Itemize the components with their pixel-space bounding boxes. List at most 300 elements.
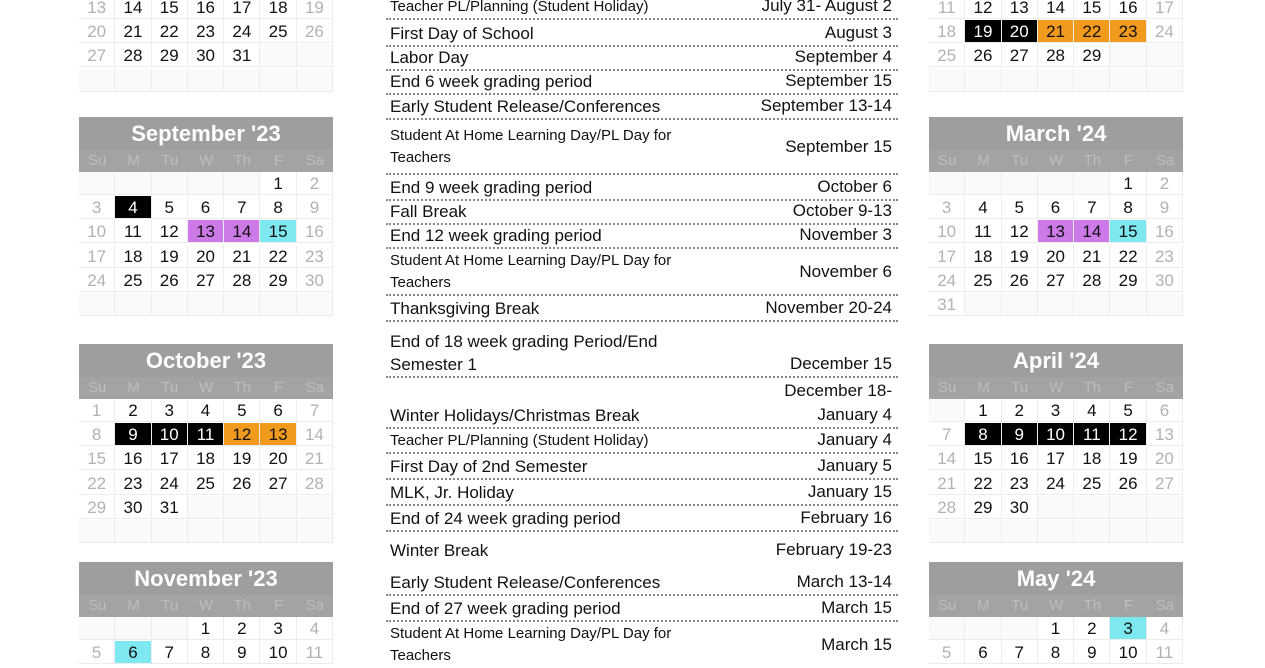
day-cell: 5 <box>152 196 188 219</box>
day-cell: 1 <box>1038 617 1074 640</box>
calendar-august-2023 <box>79 0 333 93</box>
event-date: February 19-23 <box>775 540 892 559</box>
day-grid <box>929 399 1183 544</box>
day-cell: 17 <box>1147 0 1183 19</box>
weekday-label: Th <box>1074 595 1110 617</box>
day-cell: 10 <box>1110 641 1146 664</box>
day-cell: 23 <box>188 20 224 43</box>
day-cell: 18 <box>929 20 965 43</box>
empty-day-cell <box>1074 172 1110 195</box>
day-cell: 12 <box>965 0 1001 19</box>
event-date: March 15 <box>821 635 892 654</box>
empty-day-cell <box>1147 44 1183 67</box>
day-cell: 20 <box>1002 20 1038 43</box>
day-cell: 5 <box>224 399 260 422</box>
day-cell: 2 <box>297 172 333 195</box>
empty-day-cell <box>1074 496 1110 519</box>
day-cell: 15 <box>260 220 296 243</box>
weekday-label: F <box>260 377 296 399</box>
day-cell: 11 <box>1074 423 1110 446</box>
day-cell: 27 <box>1002 44 1038 67</box>
calendar-title: March '24 <box>929 117 1183 150</box>
event-row <box>386 596 898 622</box>
day-cell: 30 <box>297 269 333 292</box>
day-cell: 21 <box>1074 245 1110 268</box>
empty-day-cell <box>260 69 296 92</box>
event-row <box>386 249 898 296</box>
day-cell: 25 <box>929 44 965 67</box>
weekday-header <box>79 150 333 172</box>
day-cell: 7 <box>297 399 333 422</box>
day-cell: 13 <box>1038 220 1074 243</box>
empty-day-cell <box>1002 69 1038 92</box>
day-cell: 28 <box>115 44 151 67</box>
day-cell: 17 <box>152 447 188 470</box>
calendar-may-2024 <box>929 562 1183 665</box>
day-cell: 20 <box>188 245 224 268</box>
day-cell: 6 <box>260 399 296 422</box>
empty-day-cell <box>79 69 115 92</box>
day-cell: 6 <box>188 196 224 219</box>
day-cell: 16 <box>297 220 333 243</box>
day-cell: 23 <box>1002 472 1038 495</box>
day-cell: 28 <box>1038 44 1074 67</box>
day-cell: 20 <box>1147 447 1183 470</box>
day-grid <box>929 0 1183 93</box>
event-date: November 20-24 <box>765 298 892 317</box>
event-row <box>386 454 898 480</box>
day-cell: 13 <box>260 423 296 446</box>
day-cell: 30 <box>1147 269 1183 292</box>
calendar-april-2024 <box>929 344 1183 544</box>
day-cell: 4 <box>1147 617 1183 640</box>
day-cell: 8 <box>1038 641 1074 664</box>
day-cell: 15 <box>1074 0 1110 19</box>
day-cell: 19 <box>297 0 333 19</box>
weekday-label: F <box>1110 595 1146 617</box>
day-grid <box>79 617 333 665</box>
empty-day-cell <box>1147 69 1183 92</box>
event-date: November 6 <box>799 261 892 281</box>
day-cell: 3 <box>1110 617 1146 640</box>
day-cell: 22 <box>79 472 115 495</box>
weekday-label: Th <box>1074 150 1110 172</box>
day-cell: 2 <box>224 617 260 640</box>
day-cell: 18 <box>115 245 151 268</box>
day-cell: 1 <box>965 399 1001 422</box>
day-cell: 8 <box>188 641 224 664</box>
day-cell: 12 <box>224 423 260 446</box>
event-date: March 15 <box>821 598 892 617</box>
day-grid <box>929 617 1183 665</box>
weekday-label: F <box>260 595 296 617</box>
empty-day-cell <box>1038 172 1074 195</box>
day-cell: 17 <box>79 245 115 268</box>
empty-day-cell <box>1074 293 1110 316</box>
day-cell: 30 <box>1002 496 1038 519</box>
event-date: January 15 <box>807 482 892 501</box>
event-name: End 12 week grading period <box>390 226 602 245</box>
weekday-label: Su <box>79 377 115 399</box>
day-cell: 9 <box>297 196 333 219</box>
event-date: February 16 <box>800 508 892 527</box>
event-row <box>386 201 898 225</box>
day-cell: 10 <box>929 220 965 243</box>
event-name: MLK, Jr. Holiday <box>390 483 514 502</box>
day-cell: 4 <box>1074 399 1110 422</box>
day-cell: 18 <box>260 0 296 19</box>
day-cell: 23 <box>115 472 151 495</box>
day-cell: 2 <box>115 399 151 422</box>
day-cell: 16 <box>1110 0 1146 19</box>
day-cell: 28 <box>929 496 965 519</box>
day-cell: 3 <box>929 196 965 219</box>
empty-day-cell <box>297 44 333 67</box>
empty-day-cell <box>79 172 115 195</box>
event-date: January 5 <box>817 456 892 475</box>
day-cell: 16 <box>115 447 151 470</box>
calendar-title: September '23 <box>79 117 333 150</box>
day-cell: 28 <box>297 472 333 495</box>
event-name: Student At Home Learning Day/PL Day for Teachers <box>390 251 672 291</box>
empty-day-cell <box>1147 496 1183 519</box>
empty-day-cell <box>188 293 224 316</box>
day-cell: 26 <box>152 269 188 292</box>
calendar-title: November '23 <box>79 562 333 595</box>
empty-day-cell <box>965 69 1001 92</box>
day-cell: 14 <box>224 220 260 243</box>
day-cell: 9 <box>1074 641 1110 664</box>
weekday-label: Sa <box>1147 377 1183 399</box>
weekday-label: W <box>1038 150 1074 172</box>
empty-day-cell <box>115 520 151 543</box>
day-cell: 11 <box>297 641 333 664</box>
event-name: End of 27 week grading period <box>390 599 621 618</box>
day-cell: 13 <box>188 220 224 243</box>
event-date: September 4 <box>794 47 892 66</box>
day-cell: 25 <box>1074 472 1110 495</box>
empty-day-cell <box>1110 520 1146 543</box>
empty-day-cell <box>1002 293 1038 316</box>
day-cell: 29 <box>1110 269 1146 292</box>
empty-day-cell <box>115 293 151 316</box>
day-cell: 31 <box>224 44 260 67</box>
day-cell: 13 <box>1147 423 1183 446</box>
empty-day-cell <box>1002 617 1038 640</box>
event-name: Fall Break <box>390 202 467 221</box>
day-cell: 22 <box>965 472 1001 495</box>
day-cell: 21 <box>297 447 333 470</box>
empty-day-cell <box>297 69 333 92</box>
day-cell: 3 <box>79 196 115 219</box>
event-row <box>386 95 898 120</box>
day-cell: 10 <box>79 220 115 243</box>
weekday-label: Sa <box>1147 150 1183 172</box>
weekday-label: M <box>965 150 1001 172</box>
day-cell: 31 <box>929 293 965 316</box>
day-cell: 20 <box>1038 245 1074 268</box>
event-row <box>386 71 898 95</box>
empty-day-cell <box>929 69 965 92</box>
day-cell: 20 <box>260 447 296 470</box>
weekday-label: F <box>260 150 296 172</box>
empty-day-cell <box>260 44 296 67</box>
empty-day-cell <box>1147 520 1183 543</box>
day-cell: 15 <box>152 0 188 19</box>
empty-day-cell <box>929 520 965 543</box>
day-cell: 21 <box>224 245 260 268</box>
day-cell: 9 <box>1002 423 1038 446</box>
weekday-label: F <box>1110 150 1146 172</box>
weekday-label: M <box>115 377 151 399</box>
day-cell: 14 <box>929 447 965 470</box>
weekday-label: W <box>188 150 224 172</box>
event-row <box>386 22 898 47</box>
day-cell: 30 <box>188 44 224 67</box>
event-date: January 4 <box>817 430 892 449</box>
event-row <box>386 47 898 71</box>
day-cell: 18 <box>188 447 224 470</box>
day-cell: 30 <box>115 496 151 519</box>
calendar-title: May '24 <box>929 562 1183 595</box>
empty-day-cell <box>1110 44 1146 67</box>
empty-day-cell <box>115 172 151 195</box>
empty-day-cell <box>260 293 296 316</box>
empty-day-cell <box>152 520 188 543</box>
event-row <box>386 480 898 506</box>
calendar-title: October '23 <box>79 344 333 377</box>
day-cell: 4 <box>965 196 1001 219</box>
day-cell: 25 <box>965 269 1001 292</box>
day-cell: 1 <box>260 172 296 195</box>
weekday-label: Th <box>1074 377 1110 399</box>
empty-day-cell <box>79 617 115 640</box>
calendar-october-2023 <box>79 344 333 544</box>
weekday-header <box>929 150 1183 172</box>
weekday-label: Th <box>224 595 260 617</box>
event-date: October 6 <box>817 177 892 196</box>
empty-day-cell <box>1038 496 1074 519</box>
day-cell: 24 <box>929 269 965 292</box>
day-cell: 2 <box>1002 399 1038 422</box>
empty-day-cell <box>929 172 965 195</box>
weekday-label: Sa <box>297 377 333 399</box>
day-cell: 10 <box>1038 423 1074 446</box>
empty-day-cell <box>1074 69 1110 92</box>
empty-day-cell <box>965 293 1001 316</box>
empty-day-cell <box>115 69 151 92</box>
weekday-label: Su <box>79 595 115 617</box>
day-cell: 17 <box>1038 447 1074 470</box>
day-cell: 9 <box>115 423 151 446</box>
weekday-label: Th <box>224 150 260 172</box>
weekday-label: W <box>188 377 224 399</box>
day-cell: 26 <box>297 20 333 43</box>
event-row <box>386 506 898 532</box>
day-cell: 6 <box>115 641 151 664</box>
empty-day-cell <box>297 496 333 519</box>
day-cell: 21 <box>1038 20 1074 43</box>
day-cell: 4 <box>297 617 333 640</box>
empty-day-cell <box>965 617 1001 640</box>
weekday-label: W <box>1038 377 1074 399</box>
empty-day-cell <box>152 617 188 640</box>
event-name: First Day of 2nd Semester <box>390 457 588 476</box>
day-cell: 25 <box>115 269 151 292</box>
day-cell: 28 <box>224 269 260 292</box>
day-cell: 29 <box>1074 44 1110 67</box>
day-cell: 26 <box>1002 269 1038 292</box>
event-name: End 9 week grading period <box>390 178 593 197</box>
day-cell: 18 <box>1074 447 1110 470</box>
day-grid <box>929 172 1183 317</box>
weekday-label: M <box>965 595 1001 617</box>
weekday-label: Tu <box>152 377 188 399</box>
event-name: Early Student Release/Conferences <box>390 573 661 592</box>
event-date: September 13-14 <box>760 96 892 115</box>
day-cell: 17 <box>929 245 965 268</box>
event-date: December 18- January 4 <box>784 381 892 424</box>
day-cell: 5 <box>79 641 115 664</box>
event-name: Teacher PL/Planning (Student Holiday) <box>390 432 649 449</box>
day-cell: 23 <box>1147 245 1183 268</box>
weekday-label: Tu <box>1002 150 1038 172</box>
day-cell: 29 <box>79 496 115 519</box>
day-cell: 27 <box>1038 269 1074 292</box>
calendar-september-2023 <box>79 117 333 317</box>
empty-day-cell <box>929 617 965 640</box>
event-name: Winter Break <box>390 541 489 560</box>
day-cell: 11 <box>929 0 965 19</box>
day-cell: 24 <box>1147 20 1183 43</box>
event-date: July 31- August 2 <box>761 0 892 15</box>
day-cell: 1 <box>1110 172 1146 195</box>
event-date: December 15 <box>789 354 892 373</box>
weekday-label: Su <box>929 377 965 399</box>
day-cell: 7 <box>224 196 260 219</box>
event-date: August 3 <box>824 23 892 42</box>
empty-day-cell <box>297 520 333 543</box>
day-cell: 17 <box>224 0 260 19</box>
empty-day-cell <box>1110 293 1146 316</box>
event-name: End of 24 week grading period <box>390 509 621 528</box>
event-name: Labor Day <box>390 48 469 67</box>
day-cell: 12 <box>1110 423 1146 446</box>
event-row <box>386 120 898 175</box>
weekday-header <box>929 377 1183 399</box>
empty-day-cell <box>224 172 260 195</box>
day-cell: 22 <box>1110 245 1146 268</box>
day-cell: 8 <box>79 423 115 446</box>
day-cell: 7 <box>929 423 965 446</box>
event-name: Teacher PL/Planning (Student Holiday) <box>390 0 649 15</box>
empty-day-cell <box>79 520 115 543</box>
weekday-label: M <box>115 150 151 172</box>
day-cell: 29 <box>260 269 296 292</box>
day-cell: 1 <box>79 399 115 422</box>
empty-day-cell <box>188 496 224 519</box>
weekday-label: Tu <box>1002 377 1038 399</box>
day-cell: 8 <box>260 196 296 219</box>
empty-day-cell <box>152 293 188 316</box>
day-cell: 11 <box>965 220 1001 243</box>
day-cell: 26 <box>224 472 260 495</box>
day-cell: 14 <box>1038 0 1074 19</box>
day-cell: 11 <box>115 220 151 243</box>
day-grid <box>79 0 333 93</box>
day-cell: 5 <box>1110 399 1146 422</box>
empty-day-cell <box>929 399 965 422</box>
day-cell: 10 <box>260 641 296 664</box>
day-cell: 26 <box>1110 472 1146 495</box>
calendar-march-2024 <box>929 117 1183 317</box>
weekday-label: Su <box>79 150 115 172</box>
event-date: October 9-13 <box>792 201 892 220</box>
calendar-february-2024 <box>929 0 1183 93</box>
day-cell: 16 <box>1147 220 1183 243</box>
empty-day-cell <box>79 293 115 316</box>
event-name: First Day of School <box>390 24 534 43</box>
event-row <box>386 532 898 562</box>
day-cell: 18 <box>965 245 1001 268</box>
day-cell: 24 <box>79 269 115 292</box>
day-cell: 5 <box>1002 196 1038 219</box>
empty-day-cell <box>152 69 188 92</box>
day-cell: 13 <box>79 0 115 19</box>
day-cell: 28 <box>1074 269 1110 292</box>
event-date: September 15 <box>785 71 892 90</box>
day-cell: 21 <box>929 472 965 495</box>
day-cell: 13 <box>1002 0 1038 19</box>
day-cell: 4 <box>115 196 151 219</box>
event-name: Student At Home Learning Day/PL Day for Teachers <box>390 126 672 166</box>
empty-day-cell <box>188 520 224 543</box>
day-cell: 19 <box>1110 447 1146 470</box>
day-cell: 27 <box>79 44 115 67</box>
day-cell: 8 <box>965 423 1001 446</box>
day-cell: 21 <box>115 20 151 43</box>
day-cell: 14 <box>297 423 333 446</box>
empty-day-cell <box>1002 520 1038 543</box>
weekday-label: W <box>1038 595 1074 617</box>
day-cell: 3 <box>152 399 188 422</box>
day-cell: 27 <box>1147 472 1183 495</box>
event-name: End 6 week grading period <box>390 72 593 91</box>
empty-day-cell <box>260 520 296 543</box>
day-cell: 15 <box>1110 220 1146 243</box>
day-grid <box>79 399 333 544</box>
event-row <box>386 379 898 429</box>
event-row <box>386 225 898 249</box>
weekday-header <box>79 377 333 399</box>
day-cell: 31 <box>152 496 188 519</box>
event-name: Thanksgiving Break <box>390 299 540 318</box>
day-cell: 24 <box>1038 472 1074 495</box>
day-cell: 3 <box>260 617 296 640</box>
day-cell: 20 <box>79 20 115 43</box>
empty-day-cell <box>965 520 1001 543</box>
day-cell: 22 <box>1074 20 1110 43</box>
weekday-label: W <box>188 595 224 617</box>
empty-day-cell <box>224 293 260 316</box>
event-date: March 13-14 <box>796 572 892 591</box>
event-row <box>386 622 898 668</box>
weekday-label: M <box>965 377 1001 399</box>
weekday-label: Su <box>929 150 965 172</box>
calendar-title: April '24 <box>929 344 1183 377</box>
weekday-label: Tu <box>1002 595 1038 617</box>
day-cell: 27 <box>260 472 296 495</box>
